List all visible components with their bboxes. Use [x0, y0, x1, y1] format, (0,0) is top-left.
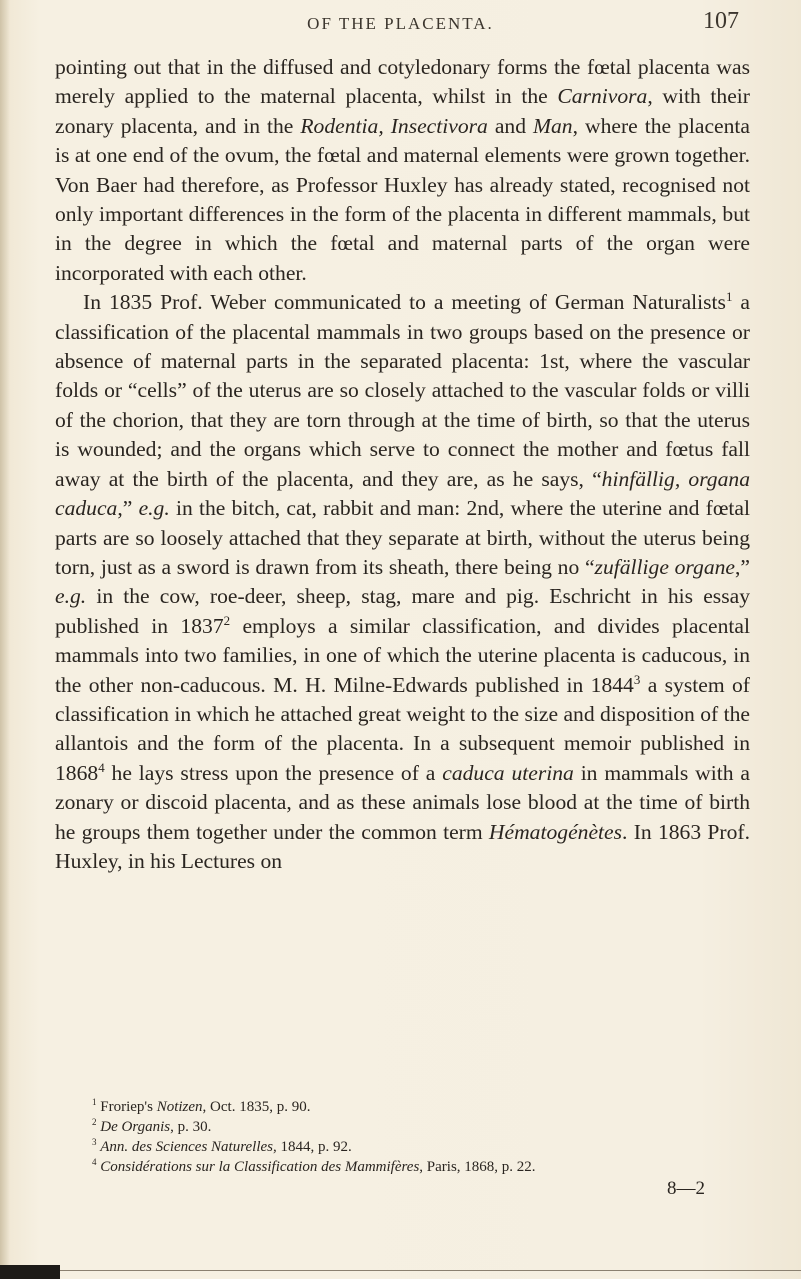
- italic-text: e.g.: [55, 584, 87, 609]
- text-run: a classification of the placental mammals in two groups based on the presence or absence of maternal parts in the separated placenta: 1st, where the vascular folds or “cells” of the uterus are so closely attached to the vascular folds or villi of the chorion, that they are torn through at the time of birth, so that the uterus is wounded; and the organs which serve to connect the mother and fœtus fall away at the birth of the placenta, and they are, as he says, “: [55, 290, 751, 491]
- footnote: [92, 1097, 747, 1117]
- text-run: , Paris, 1868, p. 22.: [419, 1159, 536, 1175]
- italic-text: Man: [533, 113, 573, 138]
- text-run: , 1844, p. 92.: [272, 1139, 352, 1155]
- text-run: he lays stress upon the presence of a: [104, 760, 443, 785]
- paragraph: [55, 288, 750, 876]
- text-run: pointing out that in the diffused and cotyledonary forms the fœtal placenta was merely applied to the maternal placenta, whilst in the: [55, 55, 750, 109]
- italic-text: Ann. des Sciences Naturelles: [100, 1139, 273, 1155]
- footnote-number: 3: [92, 1137, 97, 1147]
- page-number: 107: [703, 8, 739, 34]
- page-edge-shadow: [0, 0, 10, 1279]
- text-run: in the bitch, cat, rabbit and man: 2nd, where the uterine and fœtal parts are so loosely attached that they separate at birth, without the uterus being torn, just as a sword is drawn from its sheath, there being no “: [55, 496, 750, 579]
- footnote-ref: 3: [633, 671, 641, 687]
- italic-text: e.g.: [138, 496, 170, 521]
- italic-text: zufällige organe: [594, 554, 736, 579]
- text-run: ,”: [117, 496, 139, 521]
- footnote: [92, 1137, 747, 1157]
- footnote-number: 2: [92, 1117, 97, 1127]
- text-run: , with their zonary placenta, and in the: [55, 84, 750, 138]
- footnote: [92, 1117, 747, 1137]
- text-run: in the cow, roe-deer, sheep, stag, mare and pig. Eschricht in his essay published in 1837: [55, 584, 750, 638]
- page-bottom-rule: [0, 1270, 801, 1271]
- footnotes: [92, 1097, 747, 1199]
- italic-text: De Organis: [100, 1119, 171, 1135]
- text-run: and: [487, 113, 533, 138]
- text-run: in mammals with a zonary or discoid placenta, and as these animals lose blood at the time of birth he groups them together under the common term: [55, 760, 750, 844]
- text-run: , p. 30.: [170, 1119, 212, 1135]
- text-run: employs a similar classification, and divides placental mammals into two families, in one of which the uterine placenta is caducous, in the other non-caducous. M. H. Milne-Edwards published in 1844: [55, 613, 750, 697]
- italic-text: Carnivora: [557, 84, 648, 109]
- text-run: Froriep's: [100, 1099, 157, 1115]
- paragraph: [55, 53, 750, 288]
- italic-text: caduca uterina: [442, 760, 574, 785]
- scan-edge-mark: [0, 1265, 60, 1279]
- text-run: , where the placenta is at one end of the ovum, the fœtal and maternal elements were grown together. Von Baer had therefore, as Professor Huxley has already stated, recognised not only important differences in the form of the placenta in different mammals, but in the degree in which the fœtal and maternal parts of the organ were incorporated with each other.: [55, 113, 751, 285]
- footnote: [92, 1157, 747, 1177]
- italic-text: Rodentia, Insectivora: [300, 113, 488, 138]
- text-run: . In 1863 Prof. Huxley, in his Lectures on: [55, 819, 750, 873]
- footnote-list: [92, 1097, 747, 1177]
- signature-mark: 8—2: [667, 1178, 705, 1199]
- footnote-ref: 1: [725, 289, 733, 305]
- footnote-number: 4: [92, 1157, 97, 1167]
- italic-text: hinfällig, organa caduca: [55, 466, 750, 521]
- italic-text: Considérations sur la Classification des Mammifères: [100, 1159, 420, 1175]
- text-run: ,”: [735, 554, 750, 579]
- italic-text: Hématogénètes: [488, 819, 623, 844]
- running-head: [0, 8, 801, 36]
- footnote-number: 1: [92, 1097, 97, 1107]
- footnote-ref: 2: [223, 612, 231, 628]
- text-run: a system of classification in which he attached great weight to the size and disposition of the allantois and the form of the placenta. In a subsequent memoir published in 1868: [55, 672, 750, 785]
- running-title: OF THE PLACENTA.: [307, 14, 494, 33]
- italic-text: Notizen: [156, 1099, 203, 1115]
- text-run: , Oct. 1835, p. 90.: [202, 1099, 311, 1115]
- text-run: In 1835 Prof. Weber communicated to a meeting of German Naturalists: [83, 290, 726, 315]
- footnote-ref: 4: [98, 759, 105, 775]
- body-text: [55, 53, 750, 876]
